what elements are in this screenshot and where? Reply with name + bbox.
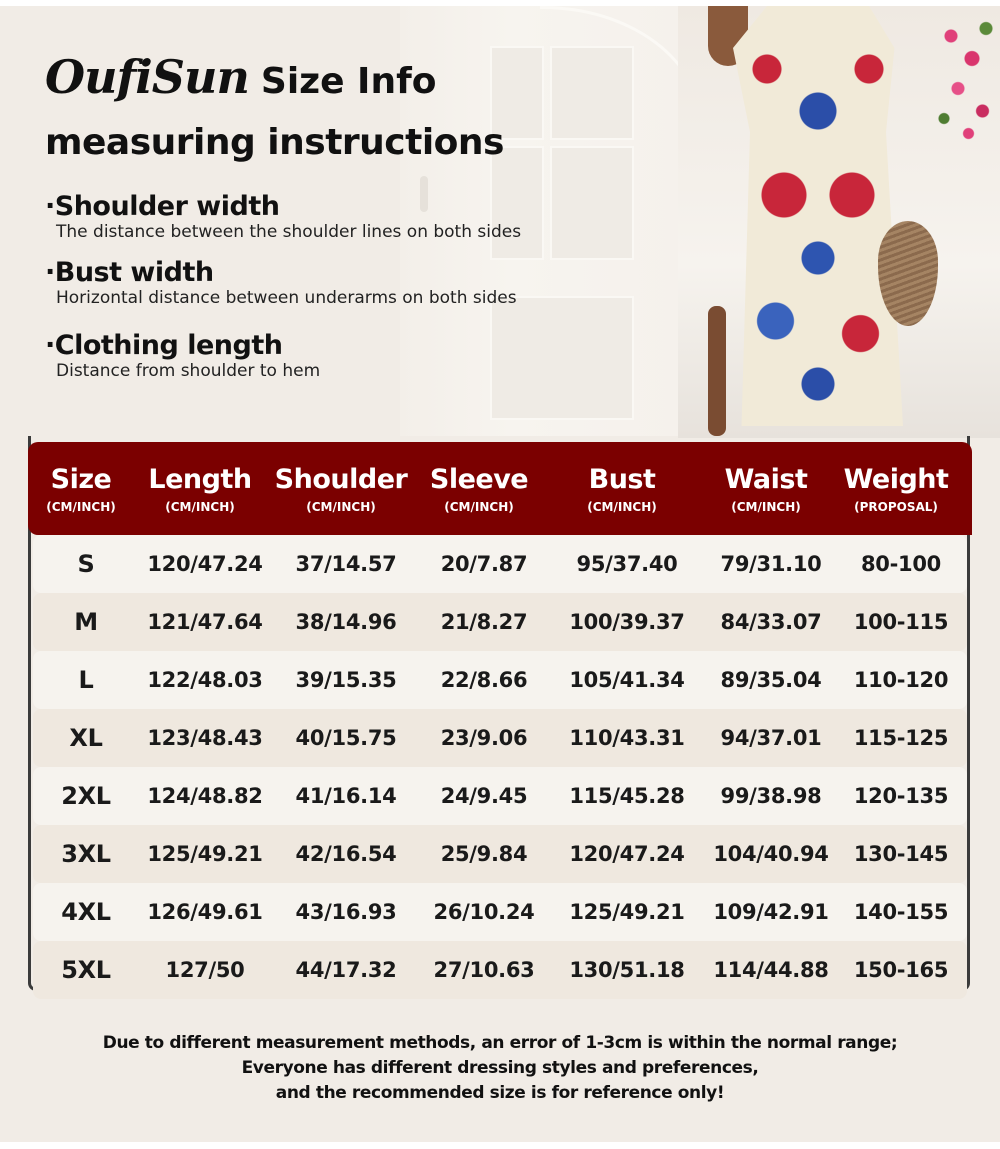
cell-waist: 104/40.94 [713, 842, 829, 866]
cell-length: 122/48.03 [147, 668, 263, 692]
cell-waist: 84/33.07 [720, 610, 822, 634]
cell-sleeve: 24/9.45 [440, 784, 528, 808]
table-row [33, 825, 967, 883]
column-header-weight: Weight (PROPOSAL) [843, 463, 949, 514]
cell-length: 120/47.24 [147, 552, 263, 576]
table-row [33, 593, 967, 651]
cell-weight: 115-125 [853, 726, 949, 750]
cell-bust: 115/45.28 [569, 784, 685, 808]
page-title [45, 50, 436, 104]
instruction-description: The distance between the shoulder lines on both sides [56, 222, 522, 242]
cell-length: 121/47.64 [147, 610, 263, 634]
cell-weight: 110-120 [853, 668, 949, 692]
cell-size: 3XL [61, 840, 111, 868]
cell-sleeve: 26/10.24 [433, 900, 535, 924]
product-model-photo [678, 6, 1000, 438]
table-row [33, 767, 967, 825]
cell-shoulder: 43/16.93 [295, 900, 397, 924]
column-header-waist: Waist (CM/INCH) [724, 463, 808, 514]
paisley-maxi-dress [733, 6, 903, 426]
cell-shoulder: 41/16.14 [295, 784, 397, 808]
column-header-shoulder: Shoulder (CM/INCH) [274, 463, 408, 514]
cell-bust: 100/39.37 [569, 610, 685, 634]
cell-size: 4XL [61, 898, 111, 926]
disclaimer-line: and the recommended size is for reference only! [275, 1083, 725, 1103]
cell-weight: 140-155 [853, 900, 949, 924]
cell-size: 2XL [61, 782, 111, 810]
cell-waist: 79/31.10 [720, 552, 822, 576]
cell-size: 5XL [61, 956, 111, 984]
table-row [33, 709, 967, 767]
cell-shoulder: 39/15.35 [295, 668, 397, 692]
flowers-decoration [930, 6, 1000, 156]
cell-size: S [77, 550, 95, 578]
cell-shoulder: 42/16.54 [295, 842, 397, 866]
cell-size: L [78, 666, 94, 694]
cell-sleeve: 21/8.27 [440, 610, 528, 634]
cell-size: M [74, 608, 98, 636]
cell-bust: 95/37.40 [576, 552, 678, 576]
column-header-sleeve: Sleeve (CM/INCH) [429, 463, 529, 514]
table-row [33, 651, 967, 709]
instruction-heading: ·Clothing length [45, 330, 283, 361]
instruction-description: Distance from shoulder to hem [56, 361, 321, 381]
cell-weight: 100-115 [853, 610, 949, 634]
cell-length: 125/49.21 [147, 842, 263, 866]
cell-waist: 94/37.01 [720, 726, 822, 750]
cell-shoulder: 38/14.96 [295, 610, 397, 634]
cell-bust: 120/47.24 [569, 842, 685, 866]
cell-sleeve: 22/8.66 [440, 668, 528, 692]
cell-bust: 105/41.34 [569, 668, 685, 692]
disclaimer-line: Everyone has different dressing styles and preferences, [241, 1058, 759, 1078]
table-row [33, 941, 967, 999]
cell-size: XL [69, 724, 103, 752]
cell-bust: 130/51.18 [569, 958, 685, 982]
page-subtitle: measuring instructions [45, 122, 504, 163]
size-table-body [33, 535, 967, 999]
column-header-bust: Bust (CM/INCH) [587, 463, 657, 514]
title-suffix: Size Info [260, 61, 437, 102]
cell-weight: 80-100 [861, 552, 941, 576]
instruction-bust-width [45, 258, 517, 308]
cell-length: 123/48.43 [147, 726, 263, 750]
instruction-clothing-length [45, 331, 320, 381]
cell-shoulder: 40/15.75 [295, 726, 397, 750]
cell-waist: 89/35.04 [720, 668, 822, 692]
cell-sleeve: 23/9.06 [440, 726, 528, 750]
woven-straw-bag [878, 221, 938, 326]
instruction-shoulder-width [45, 192, 521, 242]
cell-bust: 110/43.31 [569, 726, 685, 750]
cell-shoulder: 37/14.57 [295, 552, 397, 576]
cell-waist: 109/42.91 [713, 900, 829, 924]
column-header-length: Length (CM/INCH) [148, 463, 252, 514]
cell-sleeve: 20/7.87 [440, 552, 528, 576]
cell-waist: 114/44.88 [713, 958, 829, 982]
size-table-header [28, 442, 972, 535]
size-chart-page [0, 6, 1000, 1142]
cell-weight: 120-135 [853, 784, 949, 808]
cell-weight: 130-145 [853, 842, 949, 866]
instruction-heading: ·Bust width [45, 257, 214, 288]
table-row [33, 535, 967, 593]
cell-shoulder: 44/17.32 [295, 958, 397, 982]
column-header-size: Size (CM/INCH) [46, 463, 116, 514]
instruction-description: Horizontal distance between underarms on both sides [56, 288, 517, 308]
brand-logo: OufiSun [45, 50, 249, 104]
disclaimer-line: Due to different measurement methods, an error of 1-3cm is within the normal range; [102, 1033, 898, 1053]
cell-sleeve: 27/10.63 [433, 958, 535, 982]
cell-length: 126/49.61 [147, 900, 263, 924]
cell-sleeve: 25/9.84 [440, 842, 528, 866]
cell-length: 127/50 [165, 958, 245, 982]
footer-disclaimer [0, 1031, 1000, 1106]
cell-length: 124/48.82 [147, 784, 263, 808]
instruction-heading: ·Shoulder width [45, 191, 280, 222]
cell-weight: 150-165 [853, 958, 949, 982]
cell-bust: 125/49.21 [569, 900, 685, 924]
cell-waist: 99/38.98 [720, 784, 822, 808]
table-row [33, 883, 967, 941]
